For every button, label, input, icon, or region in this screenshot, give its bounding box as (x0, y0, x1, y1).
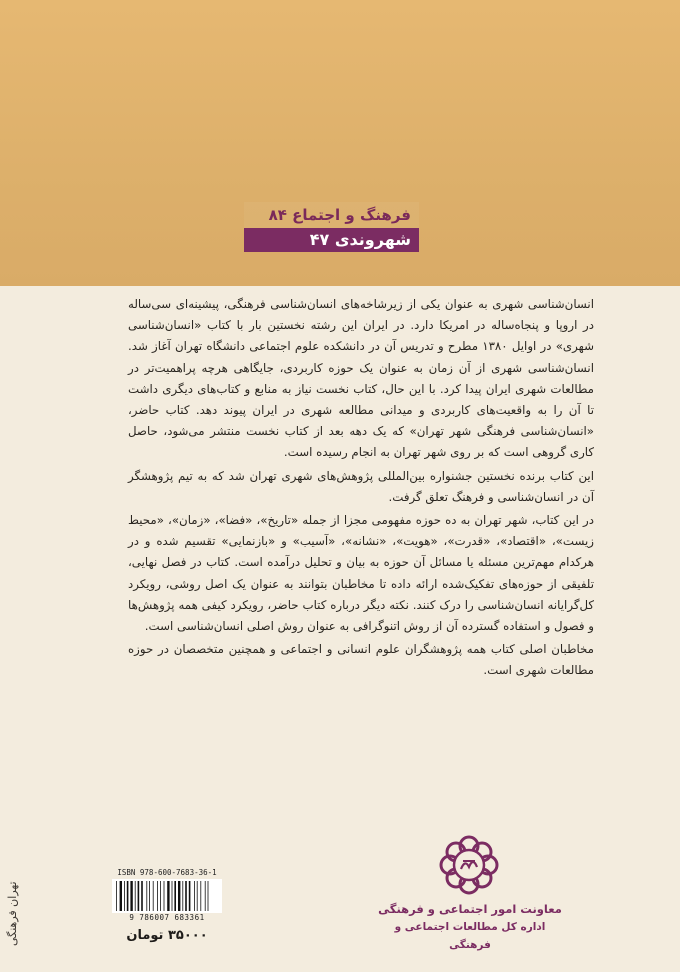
paragraph: مخاطبان اصلی کتاب همه پژوهشگران علوم انسانی و اجتماعی و همچنین متخصصان در حوزه مطالعات شهری است. (128, 642, 594, 678)
series-subtitle: شهروندی ۴۷ (244, 228, 419, 252)
barcode-bar (208, 881, 209, 911)
barcode-bar (141, 881, 143, 911)
publisher-line2: اداره کل مطالعات اجتماعی و فرهنگی (394, 921, 546, 951)
barcode-bar (185, 881, 187, 911)
barcode-bar (164, 881, 165, 911)
barcode-bar (178, 881, 180, 911)
barcode-bar (116, 881, 117, 911)
handwritten-note: تهران فرهنگی (6, 881, 19, 946)
price: ۳۵۰۰۰ تومان (126, 928, 208, 943)
barcode-bar (149, 881, 150, 911)
publisher-line1: معاونت امور اجتماعی و فرهنگی (378, 902, 562, 916)
barcode-bar (167, 881, 169, 911)
isbn-block (112, 868, 222, 922)
series-label (244, 202, 419, 252)
barcode (112, 879, 222, 913)
barcode-bar (127, 881, 129, 911)
paragraph: در این کتاب، شهر تهران به ده حوزه مفهومی مجزا از جمله «تاریخ»، «فضا»، «زمان»، «محیط زیست»، «اقتصاد»، «قدرت»، «هویت»، «نشانه»، «آسیب» و «بازنمایی» تقسیم شده و در هرکدام مهم‌ترین مسئله یا مسائل آن حوزه به بیان و تحلیل درآمده است. کتاب در فصل نهایی، تلفیقی از حوزه‌های تفکیک‌شده ارائه داده تا مخاطبان بتوانند به عنوان یک اصل روشی، رویکرد کل‌گرایانه انسان‌شناسی را درک کنند. نکته دیگر درباره کتاب حاضر، رویکرد کیفی همه پژوهش‌ها و فصول و استفاده گسترده آن از روش اتنوگرافی به عنوان روش اصلی انسان‌شناسی است. (128, 513, 594, 634)
barcode-bar (160, 881, 161, 911)
barcode-bar (130, 881, 132, 911)
barcode-digits: 9 786007 683361 (129, 913, 205, 922)
paragraph: این کتاب برنده نخستین جشنواره بین‌المللی پژوهش‌های شهری تهران شد که به تیم پژوهشگر آن در انسان‌شناسی و فرهنگ تعلق گرفت. (128, 468, 594, 504)
series-title: فرهنگ و اجتماع ۸۴ (244, 202, 419, 228)
isbn-label: ISBN 978-600-7683-36-1 (117, 868, 217, 877)
barcode-bar (124, 881, 125, 911)
barcode-bar (205, 881, 206, 911)
barcode-bar (153, 881, 154, 911)
barcode-icon (112, 881, 222, 911)
barcode-bar (157, 881, 158, 911)
barcode-bar (120, 881, 122, 911)
barcode-bar (138, 881, 140, 911)
barcode-bar (189, 881, 191, 911)
publisher-emblem-icon (436, 832, 502, 898)
barcode-bar (135, 881, 136, 911)
barcode-bar (172, 881, 173, 911)
back-cover-description (128, 294, 594, 684)
publisher-block (372, 900, 568, 954)
barcode-bar (194, 881, 195, 911)
barcode-bar (200, 881, 201, 911)
barcode-bar (174, 881, 176, 911)
paragraph: انسان‌شناسی شهری به عنوان یکی از زیرشاخه‌های انسان‌شناسی فرهنگی، پیشینه‌ای سی‌ساله در اروپا و پنجاه‌ساله در امریکا دارد. در ایران این رشته نخستین بار با کتاب «انسان‌شناسی شهری» در اوایل ۱۳۸۰ مطرح و تدریس آن در دانشکده علوم اجتماعی دانشگاه تهران آغاز شد. انسان‌شناسی شهری از آن زمان به عنوان یک حوزه کاربردی، جایگاهی هرچه پراهمیت‌تر در مطالعات شهری ایران پیدا کرد. با این حال، کتاب نخست نیاز به منابع و کتاب‌های دیگری داشت تا آن را به واقعیت‌های کاربردی و میدانی مطالعه شهری در ایران پیوند دهد. کتاب حاضر، «انسان‌شناسی فرهنگی شهر تهران» که یک دهه بعد از کتاب نخست منتشر می‌شود، حاصل کاری گروهی است که بر روی شهر تهران به انجام رسیده است. (128, 297, 594, 460)
barcode-bar (146, 881, 147, 911)
barcode-bar (197, 881, 198, 911)
barcode-bar (182, 881, 183, 911)
